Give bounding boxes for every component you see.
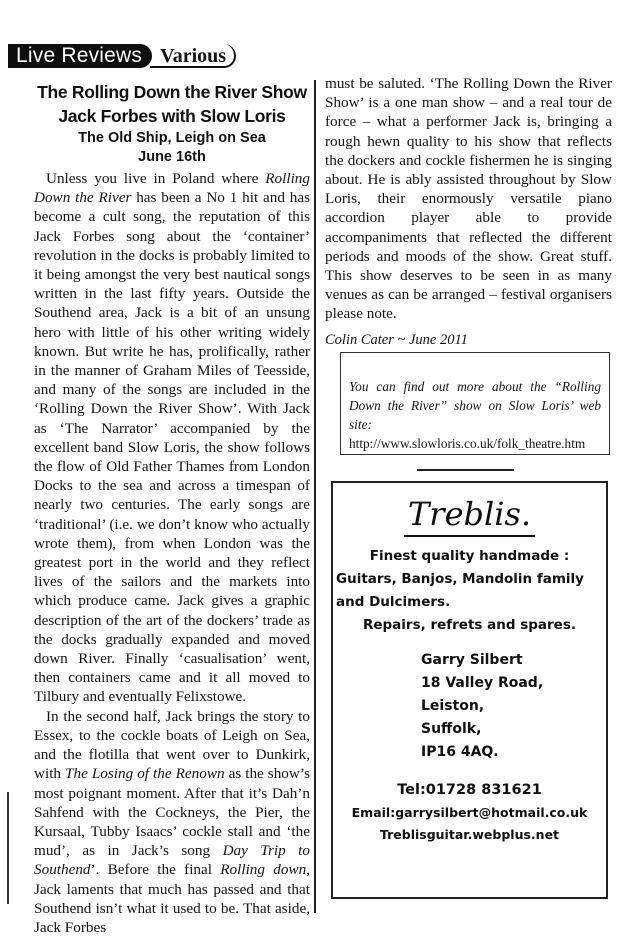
separator-line — [417, 469, 514, 471]
article-left-column — [34, 80, 310, 937]
song-title: Day Trip to Southend — [34, 842, 310, 879]
text: as the show’s most poignant moment. After that it’s Dah’n Sahfend with the Cockneys, the Pier, the Kursaal, Tubby Isaacs’ cockle stall and ‘the mud’, as in Jack’s song — [34, 765, 311, 860]
paragraph-3: must be saluted. ‘The Rolling Down the River Show’ is a one man show – and a real tour de force – what a performer Jack is, bringing a rough hewn quality to his show that reflects the dockers and cockle fishermen he is singing about. He is ably assisted throughout by Slow Loris, their enormously versatile piano accordion player able to provide accompaniments that reflected the different periods and moods of the show. Great stuff. This show deserves to be seen in as many venues as can be arranged – festival organisers please note. — [325, 75, 612, 323]
advert-phone: Tel:01728 831621 — [397, 782, 542, 798]
advert-website[interactable]: Treblisguitar.webplus.net — [379, 827, 560, 842]
paragraph-1 — [34, 169, 310, 707]
address-line: IP16 4AQ. — [421, 744, 499, 760]
address-line: Garry Silbert — [421, 652, 523, 668]
text: Jack laments that much has passed and that Southend isn’t what it used to be. That aside, Jack Forbes — [34, 880, 310, 936]
info-box — [340, 352, 610, 455]
category-label: Various — [150, 44, 236, 68]
address-line: 18 Valley Road, — [421, 675, 544, 691]
article-title: The Rolling Down the River Show — [37, 82, 307, 102]
scan-edge-mark — [7, 792, 9, 904]
info-url[interactable]: http://www.slowloris.co.uk/folk_theatre.htm — [349, 436, 586, 451]
address-line: Suffolk, — [421, 721, 482, 737]
text: In the second half, Jack brings the story to Essex, to the cockle boats of Leigh on Sea, and the flotilla that went over to Dunkirk, with — [34, 707, 310, 783]
advert-products-2: and Dulcimers. — [336, 594, 451, 610]
address-line: Leiston, — [421, 698, 485, 714]
advert-email[interactable]: Email:garrysilbert@hotmail.co.uk — [351, 805, 588, 820]
advert-products-1: Guitars, Banjos, Mandolin family — [336, 571, 584, 587]
article-right-column — [325, 74, 612, 349]
advert-tagline: Finest quality handmade : — [369, 548, 570, 564]
song-title: The Losing of the Renown — [65, 765, 225, 783]
advert-services: Repairs, refrets and spares. — [362, 617, 577, 633]
advert-logo — [333, 495, 606, 537]
byline: Colin Cater ~ June 2011 — [325, 331, 468, 348]
logo-text: Treblis. — [404, 495, 535, 537]
text: Unless you live in Poland where — [46, 170, 266, 187]
song-title: Rolling Down the River — [34, 170, 310, 207]
song-title: Rolling down, — [220, 861, 311, 879]
text: has been a No 1 hit and has become a cult song, the reputation of this Jack Forbes song about the ‘container’ revolution in the docks is probably limited to it being amongst the very best nautical songs written in the last fifty years. Outside the Southend area, Jack is a bit of an unsung hero with little of his other writing widely known. But write he has, prolifically, rather in the manner of Graham Miles of Teesside, and many of the songs are included in the ‘Rolling Down the River Show’. With Jack as ‘The Narrator’ accompanied by the excellent band Slow Loris, the show follows the flow of Old Father Thames from London Docks to the sea and across a timespan of nearly two centuries. The early songs are ‘traditional’ (i.e. we don’t know who actually wrote them), from when London was the greatest port in the world and they reflect lives of the sailors and the markets into which produce came. Jack gives a graphic description of the art of the dockers’ trade as the docks gradually expanded and moved down River. Finally ‘casualisation’ went, then containers came and it all moved to Tilbury and eventually Felixstowe. — [34, 189, 310, 706]
text: ’. Before the final — [90, 861, 221, 879]
treblis-advert — [331, 481, 608, 899]
advert-contact — [333, 778, 606, 846]
advert-address — [333, 649, 606, 764]
article-venue: The Old Ship, Leigh on Sea — [78, 130, 266, 146]
info-text: You can find out more about the “Rolling Down the River” show on Slow Loris’ web site: — [349, 379, 601, 432]
article-date: June 16th — [138, 149, 206, 165]
article-subtitle: Jack Forbes with Slow Loris — [58, 106, 286, 126]
paragraph-2 — [34, 707, 310, 937]
column-divider — [314, 80, 316, 913]
section-header — [8, 44, 236, 68]
section-label: Live Reviews — [8, 44, 152, 68]
